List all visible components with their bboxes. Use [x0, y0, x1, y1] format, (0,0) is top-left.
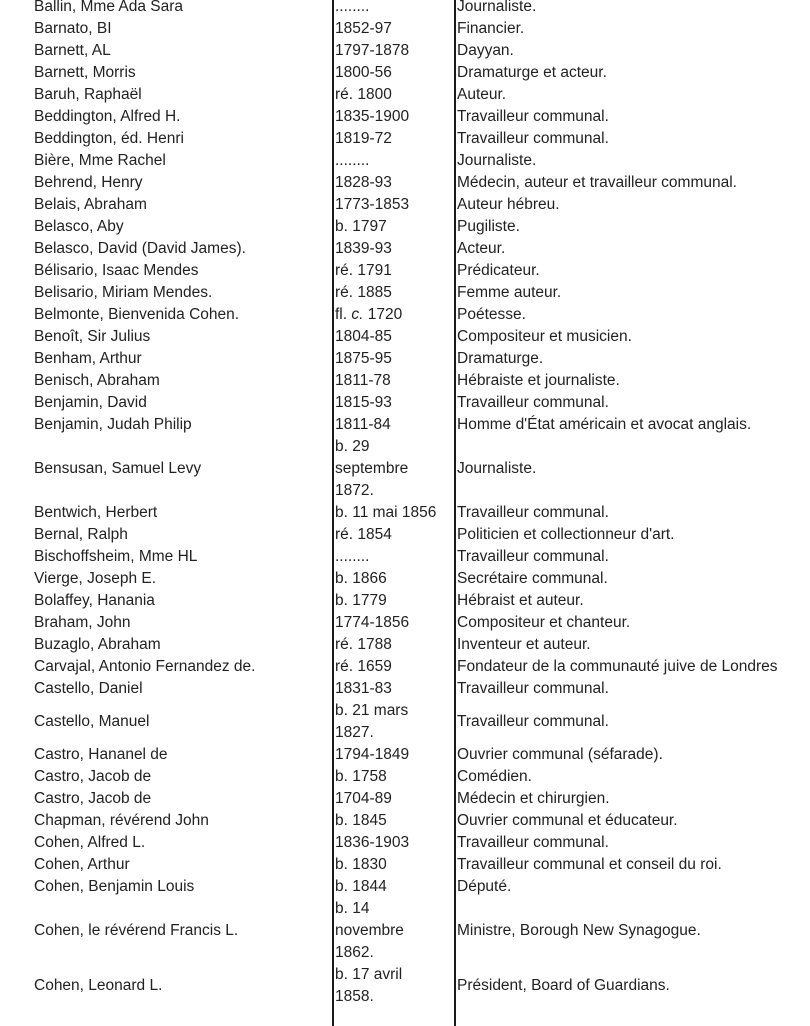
description-cell: Prédicateur.	[457, 262, 540, 279]
description-cell: Travailleur communal.	[457, 834, 609, 851]
date-cell	[335, 590, 453, 612]
date-line: 1828-93	[335, 174, 392, 191]
description-cell: Auteur hébreu.	[457, 196, 560, 213]
date-cell	[335, 700, 453, 744]
table-row	[0, 0, 810, 18]
date-line: 1794-1849	[335, 746, 410, 763]
description-cell: Fondateur de la communauté juive de Londres	[457, 658, 778, 675]
description-cell: Homme d'État américain et avocat anglais.	[457, 416, 752, 433]
name-cell: Cohen, le révérend Francis L.	[34, 922, 239, 939]
description-cell: Inventeur et auteur.	[457, 636, 591, 653]
date-line: b. 1779	[335, 592, 387, 609]
date-cell	[335, 106, 453, 128]
table-row	[0, 40, 810, 62]
description-cell: Ministre, Borough New Synagogue.	[457, 922, 701, 939]
table-row	[0, 370, 810, 392]
date-line: 1858.	[335, 988, 374, 1005]
name-cell: Chapman, révérend John	[34, 812, 209, 829]
table-row	[0, 150, 810, 172]
date-cell	[335, 304, 453, 326]
table-row	[0, 436, 810, 502]
date-line: 1862.	[335, 944, 374, 961]
table-row	[0, 106, 810, 128]
date-line: ré. 1854	[335, 526, 392, 543]
table-row	[0, 854, 810, 876]
date-cell	[335, 612, 453, 634]
date-line: b. 1844	[335, 878, 387, 895]
date-line: 1852-97	[335, 20, 392, 37]
name-cell: Castello, Daniel	[34, 680, 143, 697]
name-cell: Braham, John	[34, 614, 131, 631]
table-row	[0, 876, 810, 898]
table-row	[0, 392, 810, 414]
date-line: b. 1866	[335, 570, 387, 587]
name-cell: Buzaglo, Abraham	[34, 636, 161, 653]
date-line: ré. 1659	[335, 658, 392, 675]
date-cell	[335, 788, 453, 810]
name-cell: Benoît, Sir Julius	[34, 328, 151, 345]
name-cell: Castello, Manuel	[34, 713, 150, 730]
table-row	[0, 84, 810, 106]
table-row	[0, 678, 810, 700]
table-row	[0, 128, 810, 150]
table-row	[0, 326, 810, 348]
date-line: ré. 1788	[335, 636, 392, 653]
name-cell: Cohen, Benjamin Louis	[34, 878, 195, 895]
name-cell: Benjamin, Judah Philip	[34, 416, 192, 433]
date-cell	[335, 854, 453, 876]
name-cell: Benham, Arthur	[34, 350, 142, 367]
table-row	[0, 744, 810, 766]
name-cell: Behrend, Henry	[34, 174, 143, 191]
table-row	[0, 172, 810, 194]
description-cell: Dramaturge.	[457, 350, 544, 367]
name-cell: Bischoffsheim, Mme HL	[34, 548, 198, 565]
table-row	[0, 194, 810, 216]
name-cell: Bélisario, Isaac Mendes	[34, 262, 199, 279]
description-cell: Dayyan.	[457, 42, 514, 59]
description-cell: Journaliste.	[457, 152, 537, 169]
date-line: 1835-1900	[335, 108, 410, 125]
description-cell: Ouvrier communal (séfarade).	[457, 746, 663, 763]
table-row	[0, 414, 810, 436]
description-cell: Travailleur communal.	[457, 394, 609, 411]
table-row	[0, 810, 810, 832]
name-cell: Castro, Hananel de	[34, 746, 168, 763]
table-row	[0, 700, 810, 744]
name-cell: Baruh, Raphaël	[34, 86, 142, 103]
name-cell: Belasco, David (David James).	[34, 240, 246, 257]
description-cell: Politicien et collectionneur d'art.	[457, 526, 675, 543]
description-cell: Travailleur communal.	[457, 504, 609, 521]
date-cell	[335, 172, 453, 194]
name-cell: Belisario, Miriam Mendes.	[34, 284, 213, 301]
description-cell: Pugiliste.	[457, 218, 520, 235]
date-cell	[335, 40, 453, 62]
date-cell	[335, 568, 453, 590]
date-cell	[335, 392, 453, 414]
date-line: ré. 1791	[335, 262, 392, 279]
description-cell: Acteur.	[457, 240, 506, 257]
table-row	[0, 502, 810, 524]
description-cell: Ouvrier communal et éducateur.	[457, 812, 678, 829]
description-cell: Auteur.	[457, 86, 507, 103]
description-cell: Travailleur communal et conseil du roi.	[457, 856, 722, 873]
date-cell	[335, 678, 453, 700]
date-cell	[335, 832, 453, 854]
date-cell	[335, 656, 453, 678]
date-cell	[335, 216, 453, 238]
description-cell: Médecin, auteur et travailleur communal.	[457, 174, 737, 191]
date-line: b. 1830	[335, 856, 387, 873]
date-line: 1800-56	[335, 64, 392, 81]
date-line: 1872.	[335, 482, 374, 499]
description-cell: Hébraist et auteur.	[457, 592, 584, 609]
date-cell	[335, 194, 453, 216]
description-cell: Journaliste.	[457, 0, 537, 15]
date-line: 1704-89	[335, 790, 392, 807]
name-cell: Barnett, Morris	[34, 64, 136, 81]
description-cell: Comédien.	[457, 768, 532, 785]
description-cell: Hébraiste et journaliste.	[457, 372, 620, 389]
table-row	[0, 568, 810, 590]
date-cell	[335, 898, 453, 964]
date-cell	[335, 766, 453, 788]
date-line: b. 1845	[335, 812, 387, 829]
date-line: 1811-84	[335, 416, 391, 433]
description-cell: Compositeur et musicien.	[457, 328, 632, 345]
date-cell	[335, 634, 453, 656]
date-line: b. 21 mars	[335, 702, 409, 719]
table-row	[0, 612, 810, 634]
date-line: 1831-83	[335, 680, 392, 697]
description-cell: Travailleur communal.	[457, 108, 609, 125]
description-cell: Médecin et chirurgien.	[457, 790, 610, 807]
description-cell: Travailleur communal.	[457, 130, 609, 147]
date-line: 1811-78	[335, 372, 391, 389]
table-row	[0, 62, 810, 84]
date-line: 1839-93	[335, 240, 392, 257]
date-line: septembre	[335, 460, 409, 477]
date-line: ré. 1885	[335, 284, 392, 301]
date-cell	[335, 62, 453, 84]
name-cell: Barnato, BI	[34, 20, 112, 37]
name-cell: Bière, Mme Rachel	[34, 152, 166, 169]
description-cell: Secrétaire communal.	[457, 570, 608, 587]
date-cell	[335, 128, 453, 150]
description-cell: Travailleur communal.	[457, 548, 609, 565]
table-row	[0, 546, 810, 568]
date-line: fl. c. 1720	[335, 306, 403, 323]
table-row	[0, 766, 810, 788]
name-cell: Cohen, Arthur	[34, 856, 130, 873]
table-row	[0, 898, 810, 964]
name-cell: Bentwich, Herbert	[34, 504, 158, 521]
table-row	[0, 524, 810, 546]
table-row	[0, 304, 810, 326]
table-row	[0, 590, 810, 612]
date-cell	[335, 876, 453, 898]
date-line: novembre	[335, 922, 404, 939]
name-cell: Bolaffey, Hanania	[34, 592, 155, 609]
name-cell: Ballin, Mme Ada Sara	[34, 0, 184, 15]
date-line: ........	[335, 152, 370, 169]
date-cell	[335, 18, 453, 40]
table-row	[0, 832, 810, 854]
date-line: b. 1797	[335, 218, 387, 235]
date-line: b. 17 avril	[335, 966, 403, 983]
table-row	[0, 348, 810, 370]
date-cell	[335, 414, 453, 436]
date-line: 1819-72	[335, 130, 392, 147]
table-row	[0, 964, 810, 1008]
date-line: 1804-85	[335, 328, 392, 345]
name-cell: Bernal, Ralph	[34, 526, 128, 543]
date-line: 1773-1853	[335, 196, 410, 213]
description-cell: Compositeur et chanteur.	[457, 614, 631, 631]
description-cell: Travailleur communal.	[457, 680, 609, 697]
name-cell: Castro, Jacob de	[34, 768, 152, 785]
date-line: ........	[335, 0, 370, 15]
table-row	[0, 282, 810, 304]
date-line: 1827.	[335, 724, 374, 741]
date-cell	[335, 370, 453, 392]
name-cell: Carvajal, Antonio Fernandez de.	[34, 658, 256, 675]
date-cell	[335, 84, 453, 106]
date-line: 1797-1878	[335, 42, 410, 59]
date-cell	[335, 502, 453, 524]
table-row	[0, 656, 810, 678]
date-cell	[335, 436, 453, 502]
date-line: ré. 1800	[335, 86, 392, 103]
date-cell	[335, 238, 453, 260]
date-cell	[335, 744, 453, 766]
date-line: 1774-1856	[335, 614, 410, 631]
name-cell: Beddington, éd. Henri	[34, 130, 184, 147]
description-cell: Travailleur communal.	[457, 713, 609, 730]
date-line: ........	[335, 548, 370, 565]
description-cell: Financier.	[457, 20, 525, 37]
name-cell: Cohen, Alfred L.	[34, 834, 146, 851]
date-line: b. 11 mai 1856	[335, 504, 437, 521]
name-cell: Belmonte, Bienvenida Cohen.	[34, 306, 240, 323]
table-row	[0, 216, 810, 238]
name-cell: Castro, Jacob de	[34, 790, 152, 807]
name-cell: Barnett, AL	[34, 42, 111, 59]
description-cell: Journaliste.	[457, 460, 537, 477]
name-cell: Benjamin, David	[34, 394, 147, 411]
date-cell	[335, 348, 453, 370]
name-cell: Belais, Abraham	[34, 196, 147, 213]
date-line: b. 1758	[335, 768, 387, 785]
date-cell	[335, 524, 453, 546]
description-cell: Député.	[457, 878, 512, 895]
description-cell: Poétesse.	[457, 306, 526, 323]
description-cell: Dramaturge et acteur.	[457, 64, 607, 81]
name-cell: Bensusan, Samuel Levy	[34, 460, 202, 477]
date-cell	[335, 150, 453, 172]
date-cell	[335, 964, 453, 1008]
date-cell	[335, 0, 453, 18]
description-cell: Femme auteur.	[457, 284, 562, 301]
name-cell: Cohen, Leonard L.	[34, 977, 163, 994]
name-cell: Vierge, Joseph E.	[34, 570, 157, 587]
table-row	[0, 238, 810, 260]
table-row	[0, 788, 810, 810]
date-line: b. 29	[335, 438, 370, 455]
table-row	[0, 634, 810, 656]
description-cell: Président, Board of Guardians.	[457, 977, 670, 994]
date-line: 1836-1903	[335, 834, 410, 851]
date-cell	[335, 282, 453, 304]
name-cell: Belasco, Aby	[34, 218, 124, 235]
date-cell	[335, 546, 453, 568]
date-cell	[335, 810, 453, 832]
table-row	[0, 18, 810, 40]
date-cell	[335, 326, 453, 348]
date-line: 1875-95	[335, 350, 392, 367]
name-cell: Beddington, Alfred H.	[34, 108, 181, 125]
date-line: b. 14	[335, 900, 370, 917]
name-cell: Benisch, Abraham	[34, 372, 160, 389]
date-line: 1815-93	[335, 394, 392, 411]
date-cell	[335, 260, 453, 282]
table-row	[0, 260, 810, 282]
